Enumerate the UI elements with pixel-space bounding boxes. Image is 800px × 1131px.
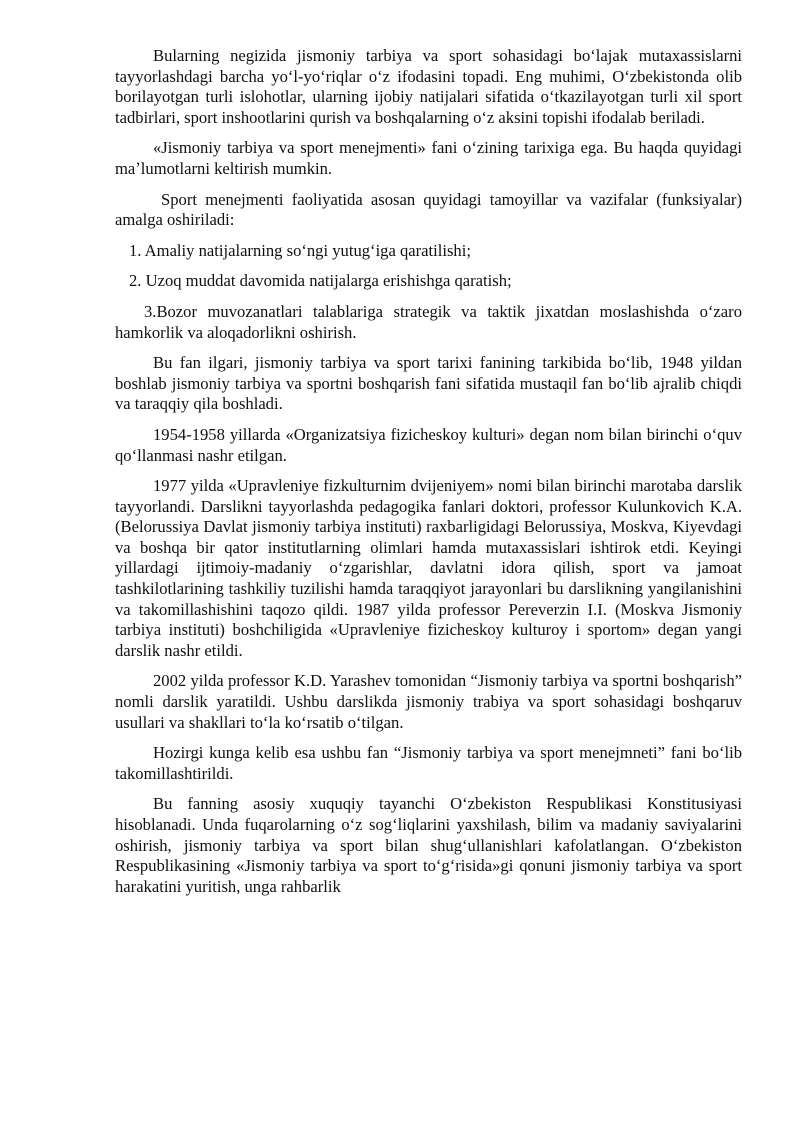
paragraph: Sport menejmenti faoliyatida asosan quyidagi tamoyillar va vazifalar (funksiyalar) amalga oshiriladi:	[115, 189, 742, 230]
document-page	[115, 46, 742, 907]
paragraph: 2002 yilda professor K.D. Yarashev tomonidan “Jismoniy tarbiya va sportni boshqarish” nomli darslik yaratildi. Ushbu darslikda jismoniy trabiya va sport sohasidagi boshqaruv usullari va shakllari toʻla koʻrsatib oʻtilgan.	[115, 671, 742, 732]
paragraph: 1977 yilda «Upravleniye fizkulturnim dvijeniyem» nomi bilan birinchi marotaba darslik tayyorlandi. Darslikni tayyorlashda pedagogika fanlari doktori, professor Kulunkovich K.A. (Belorussiya Davlat jismoniy tarbiya instituti) raxbarligidagi Belorussiya, Moskva, Kiyevdagi va boshqa bir qator institutlarning olimlari hamda mutaxassislari ishtirok etdi. Keyingi yillardagi ijtimoiy-madaniy oʻzgarishlar, davlatni idora qilish, sport va jamoat tashkilotlarining tashkiliy tuzilishi hamda taraqqiyot jarayonlari bu darslikning yangilanishini va takomillashishini taqozo qildi. 1987 yilda professor Pereverzin I.I. (Moskva Jismoniy tarbiya instituti) boshchiligida «Upravleniye fizicheskoy kulturoy i sportom» degan yangi darslik nashr etildi.	[115, 476, 742, 660]
list-item: 2. Uzoq muddat davomida natijalarga erishishga qaratish;	[129, 271, 512, 291]
list-item: 1. Amaliy natijalarning soʻngi yutugʻiga qaratilishi;	[129, 240, 471, 260]
paragraph: Bu fan ilgari, jismoniy tarbiya va sport tarixi fanining tarkibida boʻlib, 1948 yildan boshlab jismoniy tarbiya va sportni boshqarish fani sifatida mustaqil fan boʻlib ajralib chiqdi va taraqqiy qila boshladi.	[115, 353, 742, 414]
list-item: 3.Bozor muvozanatlari talablariga strategik va taktik jixatdan moslashishda oʻzaro hamkorlik va aloqadorlikni oshirish.	[115, 301, 742, 342]
paragraph: Hozirgi kunga kelib esa ushbu fan “Jismoniy tarbiya va sport menejmneti” fani boʻlib takomillashtirildi.	[115, 743, 742, 783]
paragraph: Bularning negizida jismoniy tarbiya va sport sohasidagi boʻlajak mutaxassislarni tayyorlashdagi barcha yoʻl-yoʻriqlar oʻz ifodasini topadi. Eng muhimi, Oʻzbekistonda olib borilayotgan turli islohotlar, ularning ijobiy natijalari sifatida oʻtkazilayotgan turli xil sport tadbirlari, sport inshootlarini qurish va boshqalarning oʻz aksini topishi ifodalab beriladi.	[115, 46, 742, 127]
paragraph: «Jismoniy tarbiya va sport menejmenti» fani oʻzining tarixiga ega. Bu haqda quyidagi maʼlumotlarni keltirish mumkin.	[115, 138, 742, 178]
paragraph: 1954-1958 yillarda «Organizatsiya fizicheskoy kulturi» degan nom bilan birinchi oʻquv qoʻllanmasi nashr etilgan.	[115, 424, 742, 465]
paragraph: Bu fanning asosiy xuquqiy tayanchi Oʻzbekiston Respublikasi Konstitusiyasi hisoblanadi. Unda fuqarolarning oʻz sogʻliqlarini yaxshilash, bilim va madaniy saviyalarini oshirish, jismoniy tarbiya va sport bilan shugʻullanishlari kafolatlangan. Oʻzbekiston Respublikasining «Jismoniy tarbiya va sport toʻgʻrisida»gi qonuni jismoniy tarbiya va sport harakatini yuritish, unga rahbarlik	[115, 794, 742, 896]
